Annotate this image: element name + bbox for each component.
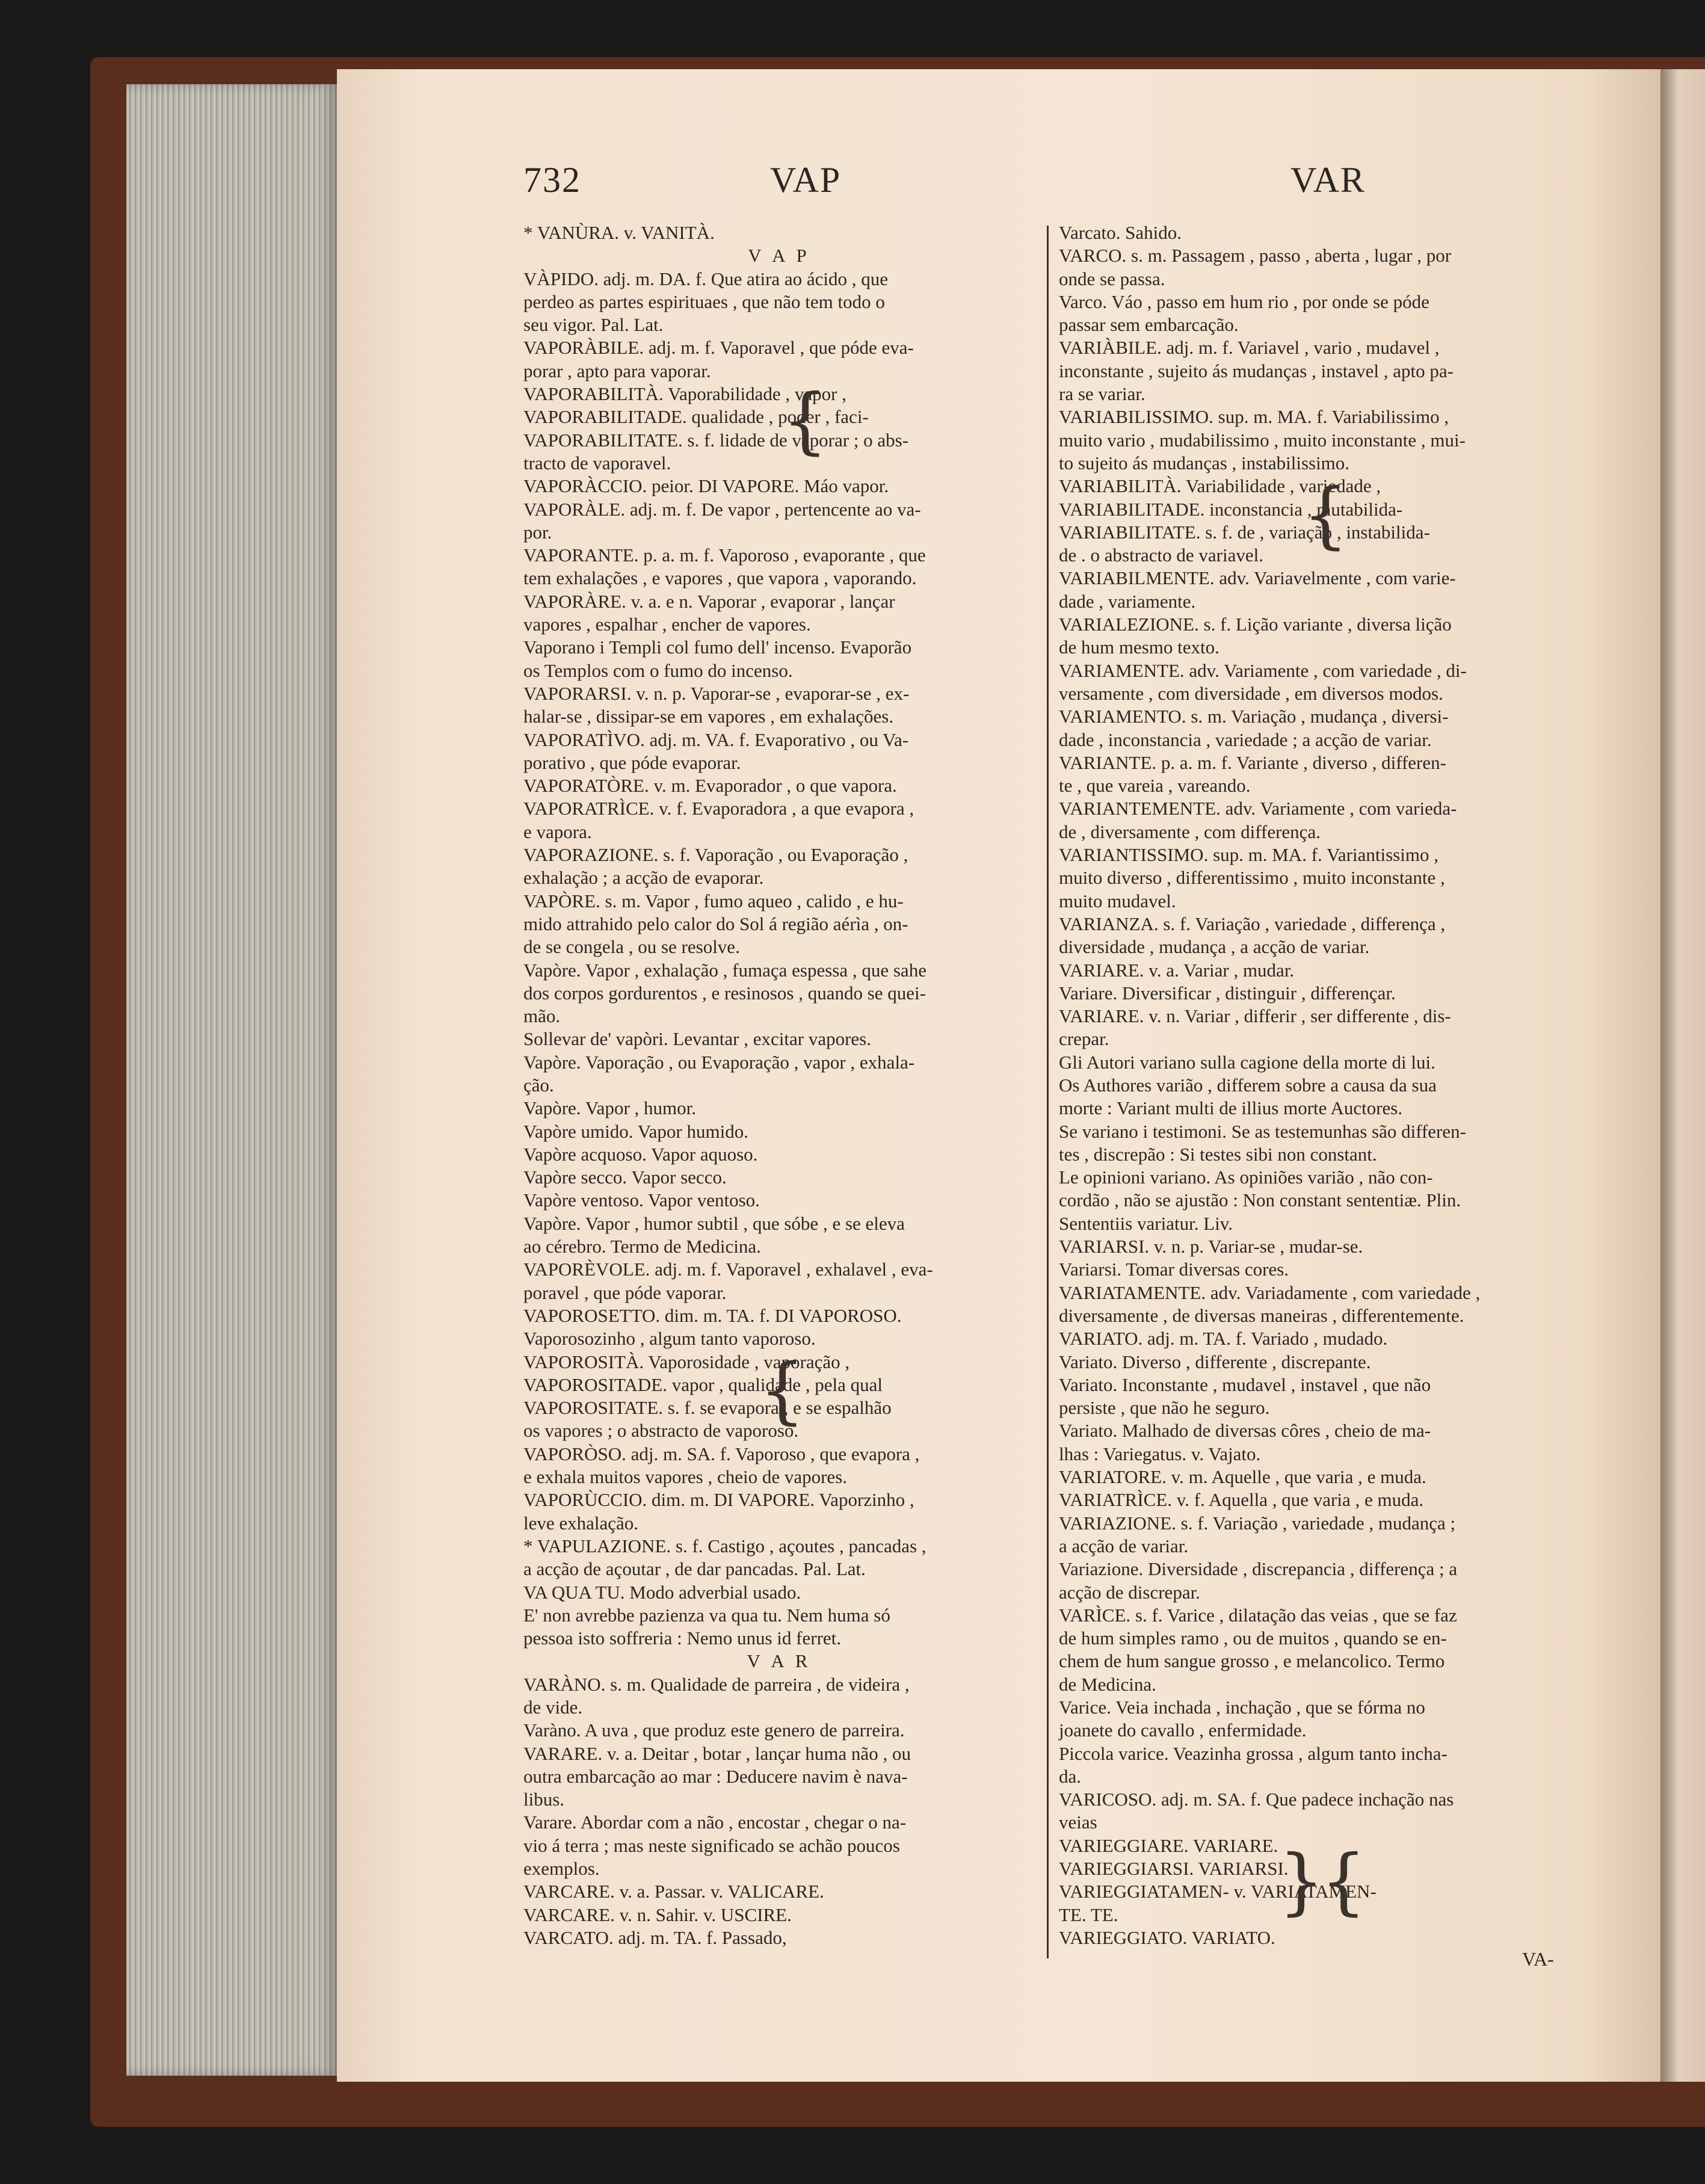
dictionary-line: joanete do cavallo , enfermidade. <box>1059 1720 1307 1741</box>
dictionary-line: dade , variamente. <box>1059 590 1196 612</box>
right-running-head: VAR <box>1290 160 1366 200</box>
dictionary-line: cordão , não se ajustão : Non constant sententiæ. Plin. <box>1059 1189 1461 1211</box>
dictionary-line: tes , discrepão : Si testes sibi non constant. <box>1059 1143 1377 1165</box>
dictionary-line: chem de hum sangue grosso , e melancolico. Termo <box>1059 1650 1445 1672</box>
dictionary-line: crepar. <box>1059 1028 1109 1050</box>
dictionary-line: VARARE. v. a. Deitar , botar , lançar huma não , ou <box>523 1742 911 1764</box>
dictionary-line: VARIANTISSIMO. sup. m. MA. f. Variantissimo , <box>1059 844 1438 866</box>
dictionary-line: por. <box>523 521 552 543</box>
dictionary-line: inconstante , sujeito ás mudanças , instavel , apto pa- <box>1059 360 1454 381</box>
dictionary-line: VARIANTEMENTE. adv. Variamente , com varieda- <box>1059 798 1457 819</box>
dictionary-line: ra se variar. <box>1059 383 1145 405</box>
dictionary-line: de hum simples ramo , ou de muitos , quando se en- <box>1059 1627 1447 1649</box>
dictionary-line: VARIABILMENTE. adv. Variavelmente , com varie- <box>1059 567 1456 589</box>
dictionary-line: porar , apto para vaporar. <box>523 360 711 381</box>
dictionary-line: diversamente , de diversas maneiras , differentemente. <box>1059 1304 1464 1326</box>
dictionary-line: exemplos. <box>523 1858 600 1880</box>
dictionary-line: e vapora. <box>523 821 592 842</box>
dictionary-line: Sollevar de' vapòri. Levantar , excitar vapores. <box>523 1028 871 1050</box>
dictionary-line: diversidade , mudança , a acção de variar. <box>1059 936 1370 958</box>
dictionary-line: Variato. Malhado de diversas côres , cheio de ma- <box>1059 1420 1431 1442</box>
dictionary-line: outra embarcação ao mar : Deducere navim è nava- <box>523 1765 908 1787</box>
dictionary-line: tem exhalações , e vapores , que vapora , vaporando. <box>523 567 917 589</box>
dictionary-line: VARIALEZIONE. s. f. Lição variante , diversa lição <box>1059 614 1452 635</box>
dictionary-line: ao cérebro. Termo de Medicina. <box>523 1236 761 1257</box>
dictionary-line: VAPOROSETTO. dim. m. TA. f. DI VAPOROSO. <box>523 1304 902 1326</box>
brace-varieggiare-left: } <box>1278 1840 1325 1923</box>
dictionary-line: Vaporano i Templi col fumo dell' incenso. Evaporão <box>523 637 912 658</box>
dictionary-line: VARCARE. v. n. Sahir. v. USCIRE. <box>523 1904 792 1925</box>
dictionary-line: mido attrahido pelo calor do Sol á região aérìa , on- <box>523 913 908 934</box>
dictionary-line: VARCARE. v. a. Passar. v. VALICARE. <box>523 1881 824 1902</box>
dictionary-line: muito mudavel. <box>1059 890 1176 912</box>
dictionary-line: VARICOSO. adj. m. SA. f. Que padece inchação nas <box>1059 1789 1454 1810</box>
dictionary-line: Vapòre ventoso. Vapor ventoso. <box>523 1189 760 1211</box>
dictionary-line: de . o abstracto de variavel. <box>1059 544 1263 566</box>
dictionary-line: de hum mesmo texto. <box>1059 637 1219 658</box>
dictionary-line: * VAPULAZIONE. s. f. Castigo , açoutes , pancadas , <box>523 1535 926 1556</box>
dictionary-line: VARIATO. adj. m. TA. f. Variado , mudado. <box>1059 1328 1388 1350</box>
dictionary-line: Variato. Inconstante , mudavel , instavel , que não <box>1059 1374 1431 1395</box>
dictionary-line: Vapòre acquoso. Vapor aquoso. <box>523 1143 758 1165</box>
dictionary-line: VARIEGGIATO. VARIATO. <box>1059 1926 1275 1948</box>
dictionary-line: Vapòre. Vapor , exhalação , fumaça espessa , que sahe <box>523 959 926 981</box>
dictionary-line: persiste , que não he seguro. <box>1059 1397 1270 1419</box>
facing-page-edge <box>1660 69 1705 2082</box>
dictionary-line: VAPOROSITÀ. Vaporosidade , vaporação , <box>523 1351 850 1372</box>
dictionary-line: poravel , que póde vaporar. <box>523 1282 727 1303</box>
dictionary-line: Varare. Abordar com a não , encostar , chegar o na- <box>523 1812 907 1833</box>
dictionary-line: Varàno. A uva , que produz este genero de parreira. <box>523 1720 905 1741</box>
dictionary-line: VARIEGGIARE. VARIARE. <box>1059 1834 1278 1856</box>
dictionary-line: Variarsi. Tomar diversas cores. <box>1059 1259 1289 1280</box>
left-running-head: VAP <box>770 160 842 200</box>
dictionary-line: acção de discrepar. <box>1059 1581 1200 1603</box>
dictionary-line: onde se passa. <box>1059 268 1165 289</box>
dictionary-line: ção. <box>523 1074 554 1096</box>
dictionary-line: VAPORÀBILE. adj. m. f. Vaporavel , que póde eva- <box>523 337 914 359</box>
catchword: VA- <box>1522 1948 1554 1970</box>
dictionary-line: Varice. Veia inchada , inchação , que se fórma no <box>1059 1697 1425 1718</box>
column-rule <box>1047 226 1049 1958</box>
dictionary-line: da. <box>1059 1765 1082 1787</box>
dictionary-line: Vapòre secco. Vapor secco. <box>523 1167 727 1188</box>
dictionary-line: morte : Variant multi de illius morte Auctores. <box>1059 1097 1403 1119</box>
dictionary-line: e exhala muitos vapores , cheio de vapores. <box>523 1466 848 1488</box>
dictionary-line: leve exhalação. <box>523 1512 639 1534</box>
dictionary-line: VARIÀBILE. adj. m. f. Variavel , vario , mudavel , <box>1059 337 1440 359</box>
dictionary-line: VARIABILITADE. inconstancia , mutabilida- <box>1059 498 1403 520</box>
dictionary-line: halar-se , dissipar-se em vapores , em exhalações. <box>523 706 894 727</box>
dictionary-line: VARIATRÌCE. v. f. Aquella , que varia , e muda. <box>1059 1489 1424 1511</box>
dictionary-line: dos corpos gordurentos , e resinosos , quando se quei- <box>523 982 926 1004</box>
dictionary-line: a acção de açoutar , de dar pancadas. Pal. Lat. <box>523 1558 866 1580</box>
dictionary-line: porativo , que póde evaporar. <box>523 751 741 773</box>
brace-varieggiare-right: { <box>1321 1840 1367 1923</box>
dictionary-line: VAPORATRÌCE. v. f. Evaporadora , a que evapora , <box>523 798 914 819</box>
dictionary-line: perdeo as partes espirituaes , que não tem todo o <box>523 291 885 312</box>
dictionary-line: to sujeito ás mudanças , instabilissimo. <box>1059 452 1350 474</box>
dictionary-line: VAPORATÒRE. v. m. Evaporador , o que vapora. <box>523 775 897 797</box>
dictionary-line: VARIABILITÀ. Variabilidade , variedade , <box>1059 475 1381 497</box>
dictionary-line: VAPORABILITÀ. Vaporabilidade , vapor , <box>523 383 846 405</box>
dictionary-line: passar sem embarcação. <box>1059 314 1239 336</box>
dictionary-line: VAPOROSITATE. s. f. se evapora , e se espalhão <box>523 1397 892 1419</box>
dictionary-line: a acção de variar. <box>1059 1535 1189 1556</box>
dictionary-line: VAPORABILITADE. qualidade , poder , faci- <box>523 406 869 428</box>
dictionary-line: Vapòre umido. Vapor humido. <box>523 1120 748 1142</box>
dictionary-line: tracto de vaporavel. <box>523 452 671 474</box>
dictionary-line: pessoa isto soffreria : Nemo unus id ferret. <box>523 1627 842 1649</box>
dictionary-line: de vide. <box>523 1697 583 1718</box>
dictionary-line: VARCATO. adj. m. TA. f. Passado, <box>523 1926 787 1948</box>
dictionary-line: muito vario , mudabilissimo , muito inconstante , mui- <box>1059 429 1466 451</box>
dictionary-line: VARIANZA. s. f. Variação , variedade , differença , <box>1059 913 1446 934</box>
dictionary-line: E' non avrebbe pazienza va qua tu. Nem huma só <box>523 1604 890 1626</box>
dictionary-line: VARIATORE. v. m. Aquelle , que varia , e muda. <box>1059 1466 1426 1488</box>
dictionary-line: Variato. Diverso , differente , discrepante. <box>1059 1351 1371 1372</box>
dictionary-line: muito diverso , differentissimo , muito inconstante , <box>1059 867 1445 889</box>
dictionary-line: Piccola varice. Veazinha grossa , algum tanto incha- <box>1059 1742 1448 1764</box>
dictionary-line: Vaporosozinho , algum tanto vaporoso. <box>523 1328 816 1350</box>
dictionary-line: VARÀNO. s. m. Qualidade de parreira , de videira , <box>523 1673 910 1695</box>
dictionary-line: VARIAMENTE. adv. Variamente , com variedade , di- <box>1059 659 1467 681</box>
dictionary-line: Vapòre. Vapor , humor. <box>523 1097 696 1119</box>
dictionary-line: seu vigor. Pal. Lat. <box>523 314 664 336</box>
dictionary-line: de se congela , ou se resolve. <box>523 936 740 958</box>
dictionary-line: VARCO. s. m. Passagem , passo , aberta , lugar , por <box>1059 245 1452 267</box>
dictionary-line: VÀPIDO. adj. m. DA. f. Que atira ao ácido , que <box>523 268 889 289</box>
dictionary-line: VA QUA TU. Modo adverbial usado. <box>523 1581 801 1603</box>
dictionary-line: VARIARE. v. n. Variar , differir , ser differente , dis- <box>1059 1005 1451 1027</box>
dictionary-line: VARIEGGIATAMEN- v. VARIATAMEN- <box>1059 1881 1377 1902</box>
dictionary-line: VAPORÀLE. adj. m. f. De vapor , pertencente ao va- <box>523 498 921 520</box>
dictionary-line: Se variano i testimoni. Se as testemunhas são differen- <box>1059 1120 1466 1142</box>
dictionary-line: VAPÒRE. s. m. Vapor , fumo aqueo , calido , e hu- <box>523 890 904 912</box>
dictionary-line: VAPORAZIONE. s. f. Vaporação , ou Evaporação , <box>523 844 908 866</box>
dictionary-line: VAPORABILITATE. s. f. lidade de vaporar ; o abs- <box>523 429 909 451</box>
dictionary-line: VARIANTE. p. a. m. f. Variante , diverso , differen- <box>1059 751 1446 773</box>
dictionary-line: VAPORÒSO. adj. m. SA. f. Vaporoso , que evapora , <box>523 1443 920 1464</box>
page-number: 732 <box>523 160 581 200</box>
dictionary-line: os vapores ; o abstracto de vaporoso. <box>523 1420 799 1442</box>
dictionary-line: veias <box>1059 1812 1097 1833</box>
brace-variabilita: { <box>1303 474 1349 557</box>
dictionary-line: VARIABILITATE. s. f. de , variação , instabilida- <box>1059 521 1430 543</box>
dictionary-line: te , que vareia , vareando. <box>1059 775 1251 797</box>
dictionary-line: Sententiis variatur. Liv. <box>1059 1212 1233 1234</box>
dictionary-line: Le opinioni variano. As opiniões varião , não con- <box>1059 1167 1433 1188</box>
dictionary-line: V A P <box>748 245 810 267</box>
dictionary-line: TE. TE. <box>1059 1904 1118 1925</box>
dictionary-line: Variazione. Diversidade , discrepancia , differença ; a <box>1059 1558 1458 1580</box>
dictionary-line: vapores , espalhar , encher de vapores. <box>523 614 811 635</box>
dictionary-line: Variare. Diversificar , distinguir , differençar. <box>1059 982 1396 1004</box>
dictionary-line: Vapòre. Vaporação , ou Evaporação , vapor , exhala- <box>523 1051 915 1073</box>
dictionary-line: Varco. Váo , passo em hum rio , por onde se póde <box>1059 291 1429 312</box>
brace-vaporosita: { <box>759 1349 806 1433</box>
dictionary-line: VAPORÙCCIO. dim. m. DI VAPORE. Vaporzinho , <box>523 1489 914 1511</box>
dictionary-line: de Medicina. <box>1059 1673 1156 1695</box>
dictionary-line: Os Authores varião , differem sobre a causa da sua <box>1059 1074 1437 1096</box>
dictionary-line: VARIATAMENTE. adv. Variadamente , com variedade , <box>1059 1282 1481 1303</box>
dictionary-line: VARIARSI. v. n. p. Variar-se , mudar-se. <box>1059 1236 1363 1257</box>
dictionary-line: VAPOROSITADE. vapor , qualidade , pela qual <box>523 1374 883 1395</box>
page-edges <box>126 84 337 2076</box>
left-column <box>523 221 1035 1949</box>
dictionary-line: vio á terra ; mas neste significado se achão poucos <box>523 1834 900 1856</box>
dictionary-line: VAPORARSI. v. n. p. Vaporar-se , evaporar-se , ex- <box>523 682 910 704</box>
dictionary-line: mão. <box>523 1005 561 1027</box>
dictionary-line: VAPORÀCCIO. peior. DI VAPORE. Máo vapor. <box>523 475 889 497</box>
dictionary-line: exhalação ; a acção de evaporar. <box>523 867 764 889</box>
dictionary-line: os Templos com o fumo do incenso. <box>523 659 793 681</box>
dictionary-line: VAPORÀRE. v. a. e n. Vaporar , evaporar , lançar <box>523 590 895 612</box>
dictionary-line: VARÌCE. s. f. Varice , dilatação das veias , que se faz <box>1059 1604 1457 1626</box>
dictionary-line: VARIARE. v. a. Variar , mudar. <box>1059 959 1295 981</box>
brace-vaporabilita: { <box>782 379 828 463</box>
dictionary-line: libus. <box>523 1789 565 1810</box>
dictionary-line: dade , inconstancia , variedade ; a acção de variar. <box>1059 729 1432 750</box>
dictionary-line: Varcato. Sahido. <box>1059 222 1182 243</box>
dictionary-line: VAPORATÌVO. adj. m. VA. f. Evaporativo , ou Va- <box>523 729 909 750</box>
dictionary-line: VAPORANTE. p. a. m. f. Vaporoso , evaporante , que <box>523 544 926 566</box>
dictionary-line: VARIABILISSIMO. sup. m. MA. f. Variabilissimo , <box>1059 406 1449 428</box>
dictionary-line: lhas : Variegatus. v. Vajato. <box>1059 1443 1261 1464</box>
dictionary-line: VAPORÈVOLE. adj. m. f. Vaporavel , exhalavel , eva- <box>523 1259 933 1280</box>
dictionary-line: VARIEGGIARSI. VARIARSI. <box>1059 1858 1289 1880</box>
dictionary-line: VARIAZIONE. s. f. Variação , variedade , mudança ; <box>1059 1512 1456 1534</box>
dictionary-line: V A R <box>747 1650 812 1672</box>
dictionary-line: versamente , com diversidade , em diversos modos. <box>1059 682 1443 704</box>
dictionary-line: Vapòre. Vapor , humor subtil , que sóbe , e se eleva <box>523 1212 905 1234</box>
dictionary-line: * VANÙRA. v. VANITÀ. <box>523 222 715 243</box>
dictionary-line: de , diversamente , com differença. <box>1059 821 1321 842</box>
dictionary-line: VARIAMENTO. s. m. Variação , mudança , diversi- <box>1059 706 1449 727</box>
dictionary-line: Gli Autori variano sulla cagione della morte di lui. <box>1059 1051 1435 1073</box>
